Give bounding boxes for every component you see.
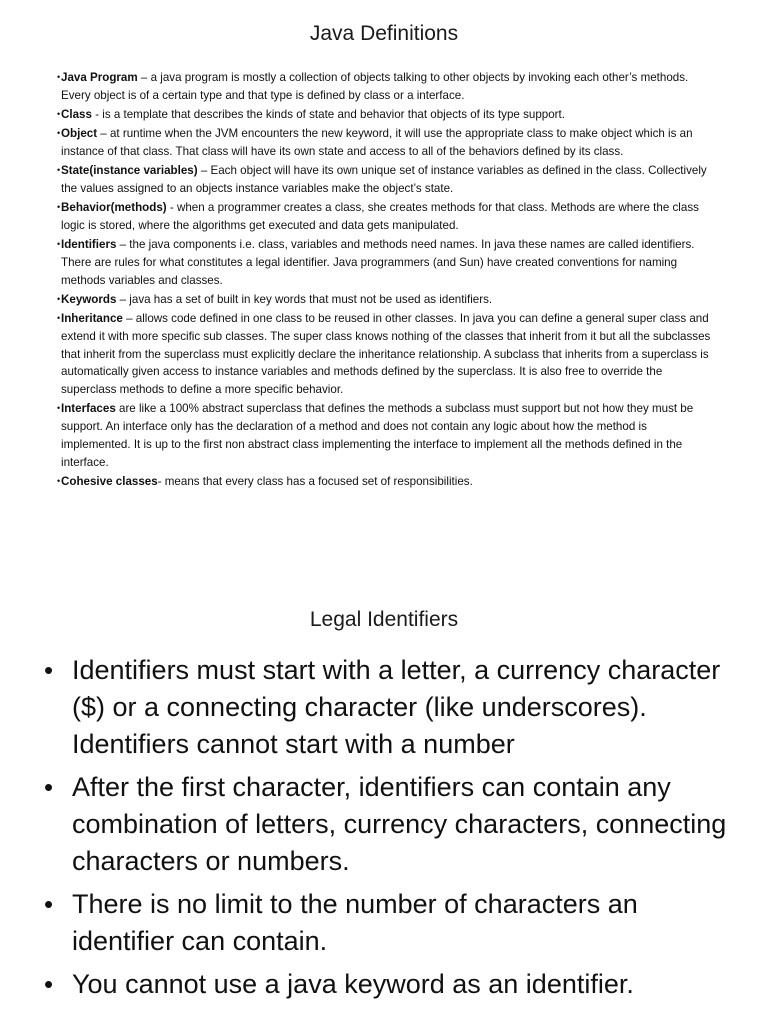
- definition-term: Identifiers: [61, 238, 117, 252]
- bullet-icon: •: [44, 772, 54, 802]
- list-item-text: You cannot use a java keyword as an identifier.: [72, 969, 634, 999]
- bullet-icon: •: [57, 476, 61, 487]
- definition-item: [58, 69, 718, 105]
- list-item: [44, 966, 734, 1003]
- slide-title: Java Definitions: [309, 22, 459, 45]
- definition-item: [58, 199, 718, 235]
- bullet-icon: •: [57, 72, 61, 82]
- list-item: [44, 886, 734, 960]
- definition-term: Java Program: [61, 71, 138, 84]
- definition-text: – java has a set of built in key words that must not be used as identifiers.: [116, 292, 493, 306]
- bullet-icon: •: [57, 108, 61, 119]
- definition-term: Inheritance: [61, 312, 123, 326]
- definition-item: [58, 310, 718, 399]
- list-item-text: After the first character, identifiers can contain any combination of letters, currency characters, connecting characters or numbers.: [72, 772, 727, 876]
- list-item-text: There is no limit to the number of characters an identifier can contain.: [72, 889, 638, 956]
- list-item: [44, 652, 734, 763]
- list-item-text: Identifiers must start with a letter, a currency character ($) or a connecting character (like underscores). Identifiers cannot start with a number: [72, 655, 721, 759]
- definition-text: - is a template that describes the kinds of state and behavior that objects of its type support.: [91, 107, 565, 121]
- bullet-icon: •: [57, 403, 61, 414]
- definition-text: are like a 100% abstract superclass that defines the methods a subclass must support but not how they must be support. An interface only has the declaration of a method and does not contain any logic about how the method is implemented. It is up to the first non abstract class implementing the interface to implement all the methods defined in the interface.: [61, 402, 694, 469]
- list-item: [44, 769, 734, 880]
- bullet-icon: •: [57, 313, 61, 324]
- definition-item: [58, 236, 718, 289]
- definition-text: - means that every class has a focused set of responsibilities.: [157, 475, 473, 489]
- definition-item: [58, 473, 718, 491]
- bullet-icon: •: [57, 239, 61, 250]
- definition-item: [58, 162, 718, 198]
- bullet-icon: •: [44, 655, 54, 685]
- bullet-icon: •: [57, 165, 61, 176]
- bullet-icon: •: [57, 128, 61, 139]
- definition-text: - when a programmer creates a class, she creates methods for that class. Methods are where the class logic is stored, where the algorithms get executed and data gets manipulated.: [61, 201, 699, 232]
- definition-term: Keywords: [61, 292, 117, 306]
- definition-term: Class: [61, 107, 92, 121]
- bullet-icon: •: [44, 969, 54, 999]
- definition-term: Object: [61, 127, 98, 141]
- definition-item: [58, 125, 718, 161]
- bullet-list: [44, 652, 734, 1009]
- definition-item: [58, 106, 718, 124]
- definition-item: [58, 291, 718, 309]
- definitions-list: [58, 69, 718, 492]
- bullet-icon: •: [57, 293, 61, 304]
- definition-term: Cohesive classes: [61, 475, 158, 489]
- definition-text: – at runtime when the JVM encounters the new keyword, it will use the appropriate class to make object which is an instance of that class. That class will have its own state and access to all of the behaviors defined by its class.: [61, 127, 693, 158]
- definition-text: – allows code defined in one class to be reused in other classes. In java you can define a general super class and extend it with more specific sub classes. The super class knows nothing of the classes that inherit from it but all the subclasses that inherit from the superclass must explicitly declare the inheritance relationship. A subclass that inherits from a superclass is automatically given access to instance variables and methods defined by the superclass. It is also free to override the superclass methods to define a more specific behavior.: [61, 312, 711, 397]
- definition-text: – the java components i.e. class, variables and methods need names. In java these names are called identifiers. There are rules for what constitutes a legal identifier. Java programmers (and Sun) have created conventions for naming methods variables and classes.: [61, 238, 695, 287]
- definition-term: Behavior(methods): [61, 201, 167, 215]
- definition-term: State(instance variables): [61, 164, 198, 178]
- definition-term: Interfaces: [61, 402, 116, 416]
- bullet-icon: •: [57, 202, 61, 213]
- bullet-icon: •: [44, 889, 54, 919]
- definition-text: – Each object will have its own unique set of instance variables as defined in the class. Collectively the values assigned to an objects instance variables make the object’s state.: [61, 164, 707, 195]
- definition-text: – a java program is mostly a collection of objects talking to other objects by invoking each other’s methods. Every object is of a certain type and that type is defined by class or a interface.: [61, 71, 689, 102]
- slide-title: Legal Identifiers: [309, 608, 459, 631]
- definition-item: [58, 400, 718, 471]
